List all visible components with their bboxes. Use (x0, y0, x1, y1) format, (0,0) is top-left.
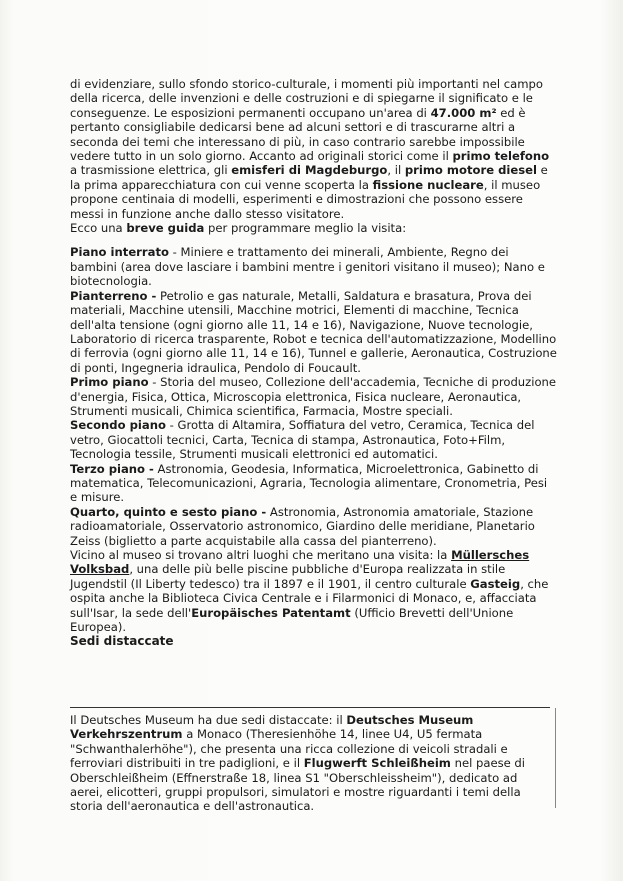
nearby-text: , una delle più belle piscine pubbliche d'Europa realizzata in stile Jugendstil (Il Liberty tedesco) tra il 1897 e il 1901, il centro culturale (70, 562, 506, 591)
floor-name: Secondo piano (70, 418, 166, 433)
intro-text: e la prima apparecchiatura con cui venne scoperta la (70, 163, 548, 192)
intro-text: , il (387, 163, 405, 178)
box-border (555, 708, 556, 808)
floor-description: Astronomia, Astronomia amatoriale, Stazione radioamatoriale, Osservatorio astronomico, Giardino delle meridiane, Planetario Zeiss (biglietto a parte acquistabile alla cassa del pianterreno). (70, 504, 535, 548)
guide-text: Ecco una (70, 221, 127, 236)
guide-intro (70, 221, 557, 235)
floor-entry (70, 375, 557, 418)
floor-description: Petrolio e gas naturale, Metalli, Saldatura e brasatura, Prova dei materiali, Macchine utensili, Macchine motrici, Elementi di macchine, Tecnica dell'alta tensione (ogni giorno alle 11, 14 e 16), Navigazione, Nuove tecnologie, Laboratorio di ricerca trasparente, Robot e tecnica dell'automatizzazione, Modellino di ferrovia (ogni giorno alle 11, 14 e 16), Tunnel e gallerie, Aeronautica, Costruzione di ponti, Ingegneria idraulica, Pendolo di Foucault. (70, 288, 557, 375)
section-divider (70, 707, 550, 708)
guide-highlight: breve guida (126, 221, 205, 236)
verkehrszentrum-name: Deutsches Museum Verkehrszentrum (70, 713, 474, 742)
gasteig-name: Gasteig (470, 576, 521, 591)
nearby-text: , che ospita anche la Biblioteca Civica Centrale e i Filarmonici di Monaco, e, affacciata sull'Isar, la sede dell' (70, 576, 549, 620)
volksbad-name: Müllersches Volksbad (70, 548, 530, 577)
guide-text: per programmare meglio la visita: (204, 221, 407, 236)
floor-description: - Miniere e trattamento dei minerali, Ambiente, Regno dei bambini (area dove lasciare i bambini mentre i genitori visitano il museo); Nano e biotecnologia. (70, 245, 545, 289)
intro-paragraph (70, 77, 557, 221)
floor-name: Quarto, quinto e sesto piano - (70, 504, 267, 519)
floor-entry (70, 245, 557, 288)
intro-highlight: fissione nucleare (372, 177, 484, 192)
floor-name: Terzo piano - (70, 461, 154, 476)
intro-area: 47.000 m² (430, 105, 497, 120)
floor-entry (70, 505, 557, 548)
floor-description: - Storia del museo, Collezione dell'accademia, Tecniche di produzione d'energia, Fisica, Ottica, Microscopia elettronica, Fisica nucleare, Aeronautica, Strumenti musicali, Chimica scientifica, Farmacia, Mostre speciali. (70, 375, 557, 418)
intro-text: di evidenziare, sullo sfondo storico-culturale, i momenti più importanti nel campo della ricerca, delle invenzioni e delle costruzioni e di spiegarne il significato e le conseguenze. Le esposizioni permanenti occupano un'area di (70, 77, 543, 120)
sedi-text: Il Deutsches Museum ha due sedi distaccate: il (70, 713, 347, 727)
nearby-paragraph (70, 548, 557, 634)
sedi-box (70, 713, 550, 814)
sedi-paragraph (70, 713, 550, 814)
intro-highlight: primo telefono (452, 149, 550, 164)
nearby-text: Vicino al museo si trovano altri luoghi che meritano una visita: la (70, 548, 452, 562)
floor-entry (70, 418, 557, 461)
floor-name: Piano interrato (70, 245, 169, 260)
document-body (70, 77, 557, 649)
intro-text: , il museo propone centinaia di modelli, esperimenti e dimostrazioni che possono essere messi in funzione anche dallo stesso visitatore. (70, 177, 541, 221)
floor-entry (70, 289, 557, 375)
intro-highlight: primo motore diesel (404, 163, 537, 178)
nearby-text: (Ufficio Brevetti dell'Unione Europea). (70, 605, 514, 635)
floor-entry (70, 462, 557, 505)
sedi-text: nel paese di Oberschleißheim (Effnerstraße 18, linea S1 "Oberschleissheim"), dedicato ad aerei, elicotteri, gruppi propulsori, simulatori e mostre riguardanti i temi della storia dell'aeronautica e dell'astronautica. (70, 756, 526, 814)
intro-text: ed è pertanto consigliabile dedicarsi bene ad alcuni settori e di trascurarne altri a seconda dei temi che interessano di più, in caso contrario sarebbe impossibile vedere tutto in un solo giorno. Accanto ad originali storici come il (70, 105, 526, 164)
patentamt-name: Europäisches Patentamt (191, 605, 351, 620)
intro-text: a trasmissione elettrica, gli (70, 163, 232, 178)
floor-description: - Grotta di Altamira, Soffiatura del vetro, Ceramica, Tecnica del vetro, Giocattoli tecnici, Carta, Tecnica di stampa, Astronautica, Foto+Film, Tecnologia tessile, Strumenti musicali elettronici ed automatici. (70, 418, 535, 462)
flugwerft-name: Flugwerft Schleißheim (303, 756, 451, 771)
section-title: Sedi distaccate (70, 634, 174, 649)
floor-name: Pianterreno - (70, 288, 157, 303)
sedi-text: a Monaco (Theresienhöhe 14, linee U4, U5 fermata "Schwanthalerhöhe"), che presenta una ricca collezione di veicoli stradali e ferroviari distribuiti in tre padiglioni, e il (70, 727, 508, 771)
floor-description: Astronomia, Geodesia, Informatica, Microelettronica, Gabinetto di matematica, Telecomunicazioni, Agraria, Tecnologia alimentare, Cronometria, Pesi e misure. (70, 461, 548, 505)
floor-name: Primo piano (70, 375, 149, 390)
intro-highlight: emisferi di Magdeburgo (231, 163, 388, 178)
